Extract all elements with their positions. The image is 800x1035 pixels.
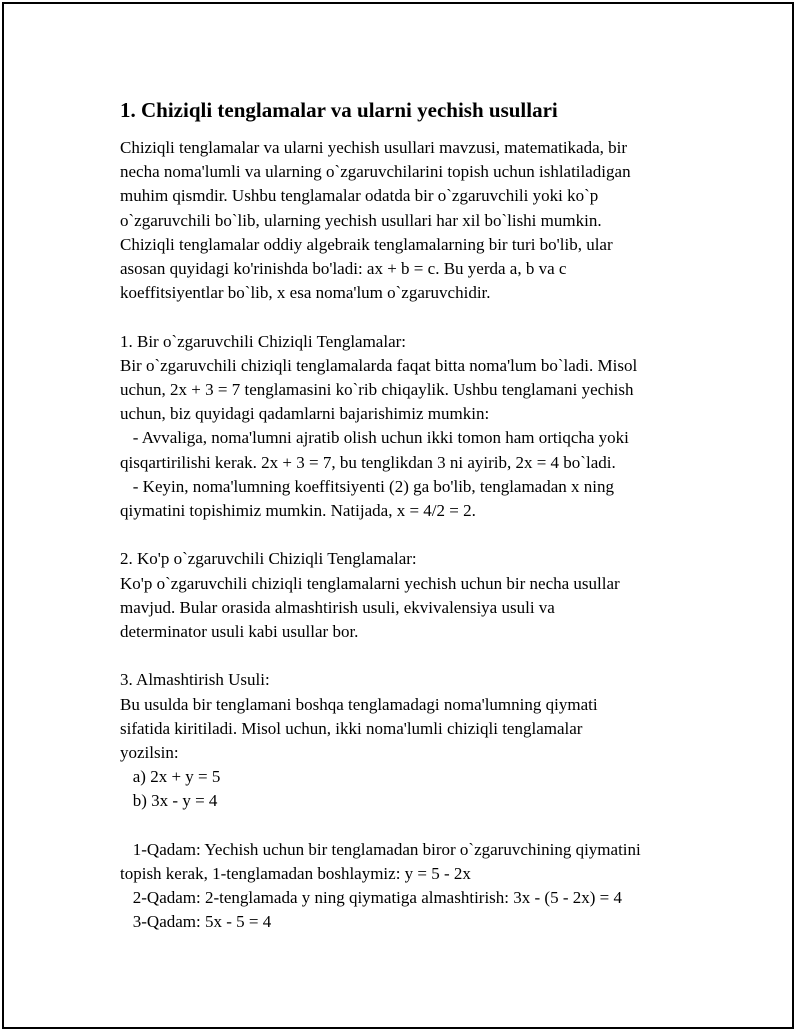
text-line: a) 2x + y = 5 (120, 767, 221, 787)
text-line: b) 3x - y = 4 (120, 791, 218, 811)
text-line: o`zgaruvchili bo`lib, ularning yechish usullari har xil bo`lishi mumkin. (120, 210, 602, 230)
blank-line (120, 305, 700, 329)
text-line: - Avvaliga, noma'lumni ajratib olish uchun ikki tomon ham ortiqcha yoki (120, 428, 629, 448)
text-line: qiymatini topishimiz mumkin. Natijada, x = 4/2 = 2. (120, 501, 476, 521)
document-title: 1. Chiziqli tenglamalar va ularni yechish usullari (120, 98, 558, 122)
text-line: 2. Ko'p o`zgaruvchili Chiziqli Tenglamalar: (120, 549, 417, 569)
text-line: koeffitsiyentlar bo`lib, x esa noma'lum o`zgaruvchidir. (120, 283, 491, 303)
text-line: Chiziqli tenglamalar oddiy algebraik tenglamalarning bir turi bo'lib, ular (120, 234, 613, 254)
text-line: muhim qismdir. Ushbu tenglamalar odatda bir o`zgaruvchili yoki ko`p (120, 186, 599, 206)
text-line: qisqartirilishi kerak. 2x + 3 = 7, bu tenglikdan 3 ni ayirib, 2x = 4 bo`ladi. (120, 452, 616, 472)
text-line: Bir o`zgaruvchili chiziqli tenglamalarda faqat bitta noma'lum bo`ladi. Misol (120, 355, 638, 375)
text-line: uchun, biz quyidagi qadamlarni bajarishimiz mumkin: (120, 404, 490, 424)
text-line: necha noma'lumli va ularning o`zgaruvchilarini topish uchun ishlatiladigan (120, 162, 631, 182)
text-line: Bu usulda bir tenglamani boshqa tenglamadagi noma'lumning qiymati (120, 694, 598, 714)
text-line: sifatida kiritiladi. Misol uchun, ikki noma'lumli chiziqli tenglamalar (120, 718, 583, 738)
text-line: mavjud. Bular orasida almashtirish usuli, ekvivalensiya usuli va (120, 597, 555, 617)
text-line: Ko'p o`zgaruvchili chiziqli tenglamalarni yechish uchun bir necha usullar (120, 573, 620, 593)
text-line: topish kerak, 1-tenglamadan boshlaymiz: y = 5 - 2x (120, 864, 471, 884)
text-line: uchun, 2x + 3 = 7 tenglamasini ko`rib chiqaylik. Ushbu tenglamani yechish (120, 380, 634, 400)
text-line: Chiziqli tenglamalar va ularni yechish usullari mavzusi, matematikada, bir (120, 138, 628, 157)
document-page (2, 2, 794, 1029)
document-body (120, 136, 700, 935)
blank-line (120, 523, 700, 547)
blank-line (120, 644, 700, 668)
document-content (120, 96, 700, 935)
text-line: 2-Qadam: 2-tenglamada y ning qiymatiga almashtirish: 3x - (5 - 2x) = 4 (120, 888, 622, 908)
text-line: asosan quyidagi ko'rinishda bo'ladi: ax + b = c. Bu yerda a, b va c (120, 259, 567, 279)
text-line: determinator usuli kabi usullar bor. (120, 622, 359, 642)
text-line: 3. Almashtirish Usuli: (120, 670, 270, 690)
text-line: 3-Qadam: 5x - 5 = 4 (120, 912, 272, 932)
blank-line (120, 814, 700, 838)
text-line: 1. Bir o`zgaruvchili Chiziqli Tenglamalar: (120, 331, 407, 351)
text-line: yozilsin: (120, 743, 179, 763)
text-line: 1-Qadam: Yechish uchun bir tenglamadan biror o`zgaruvchining qiymatini (120, 839, 641, 859)
text-line: - Keyin, noma'lumning koeffitsiyenti (2) ga bo'lib, tenglamadan x ning (120, 476, 614, 496)
